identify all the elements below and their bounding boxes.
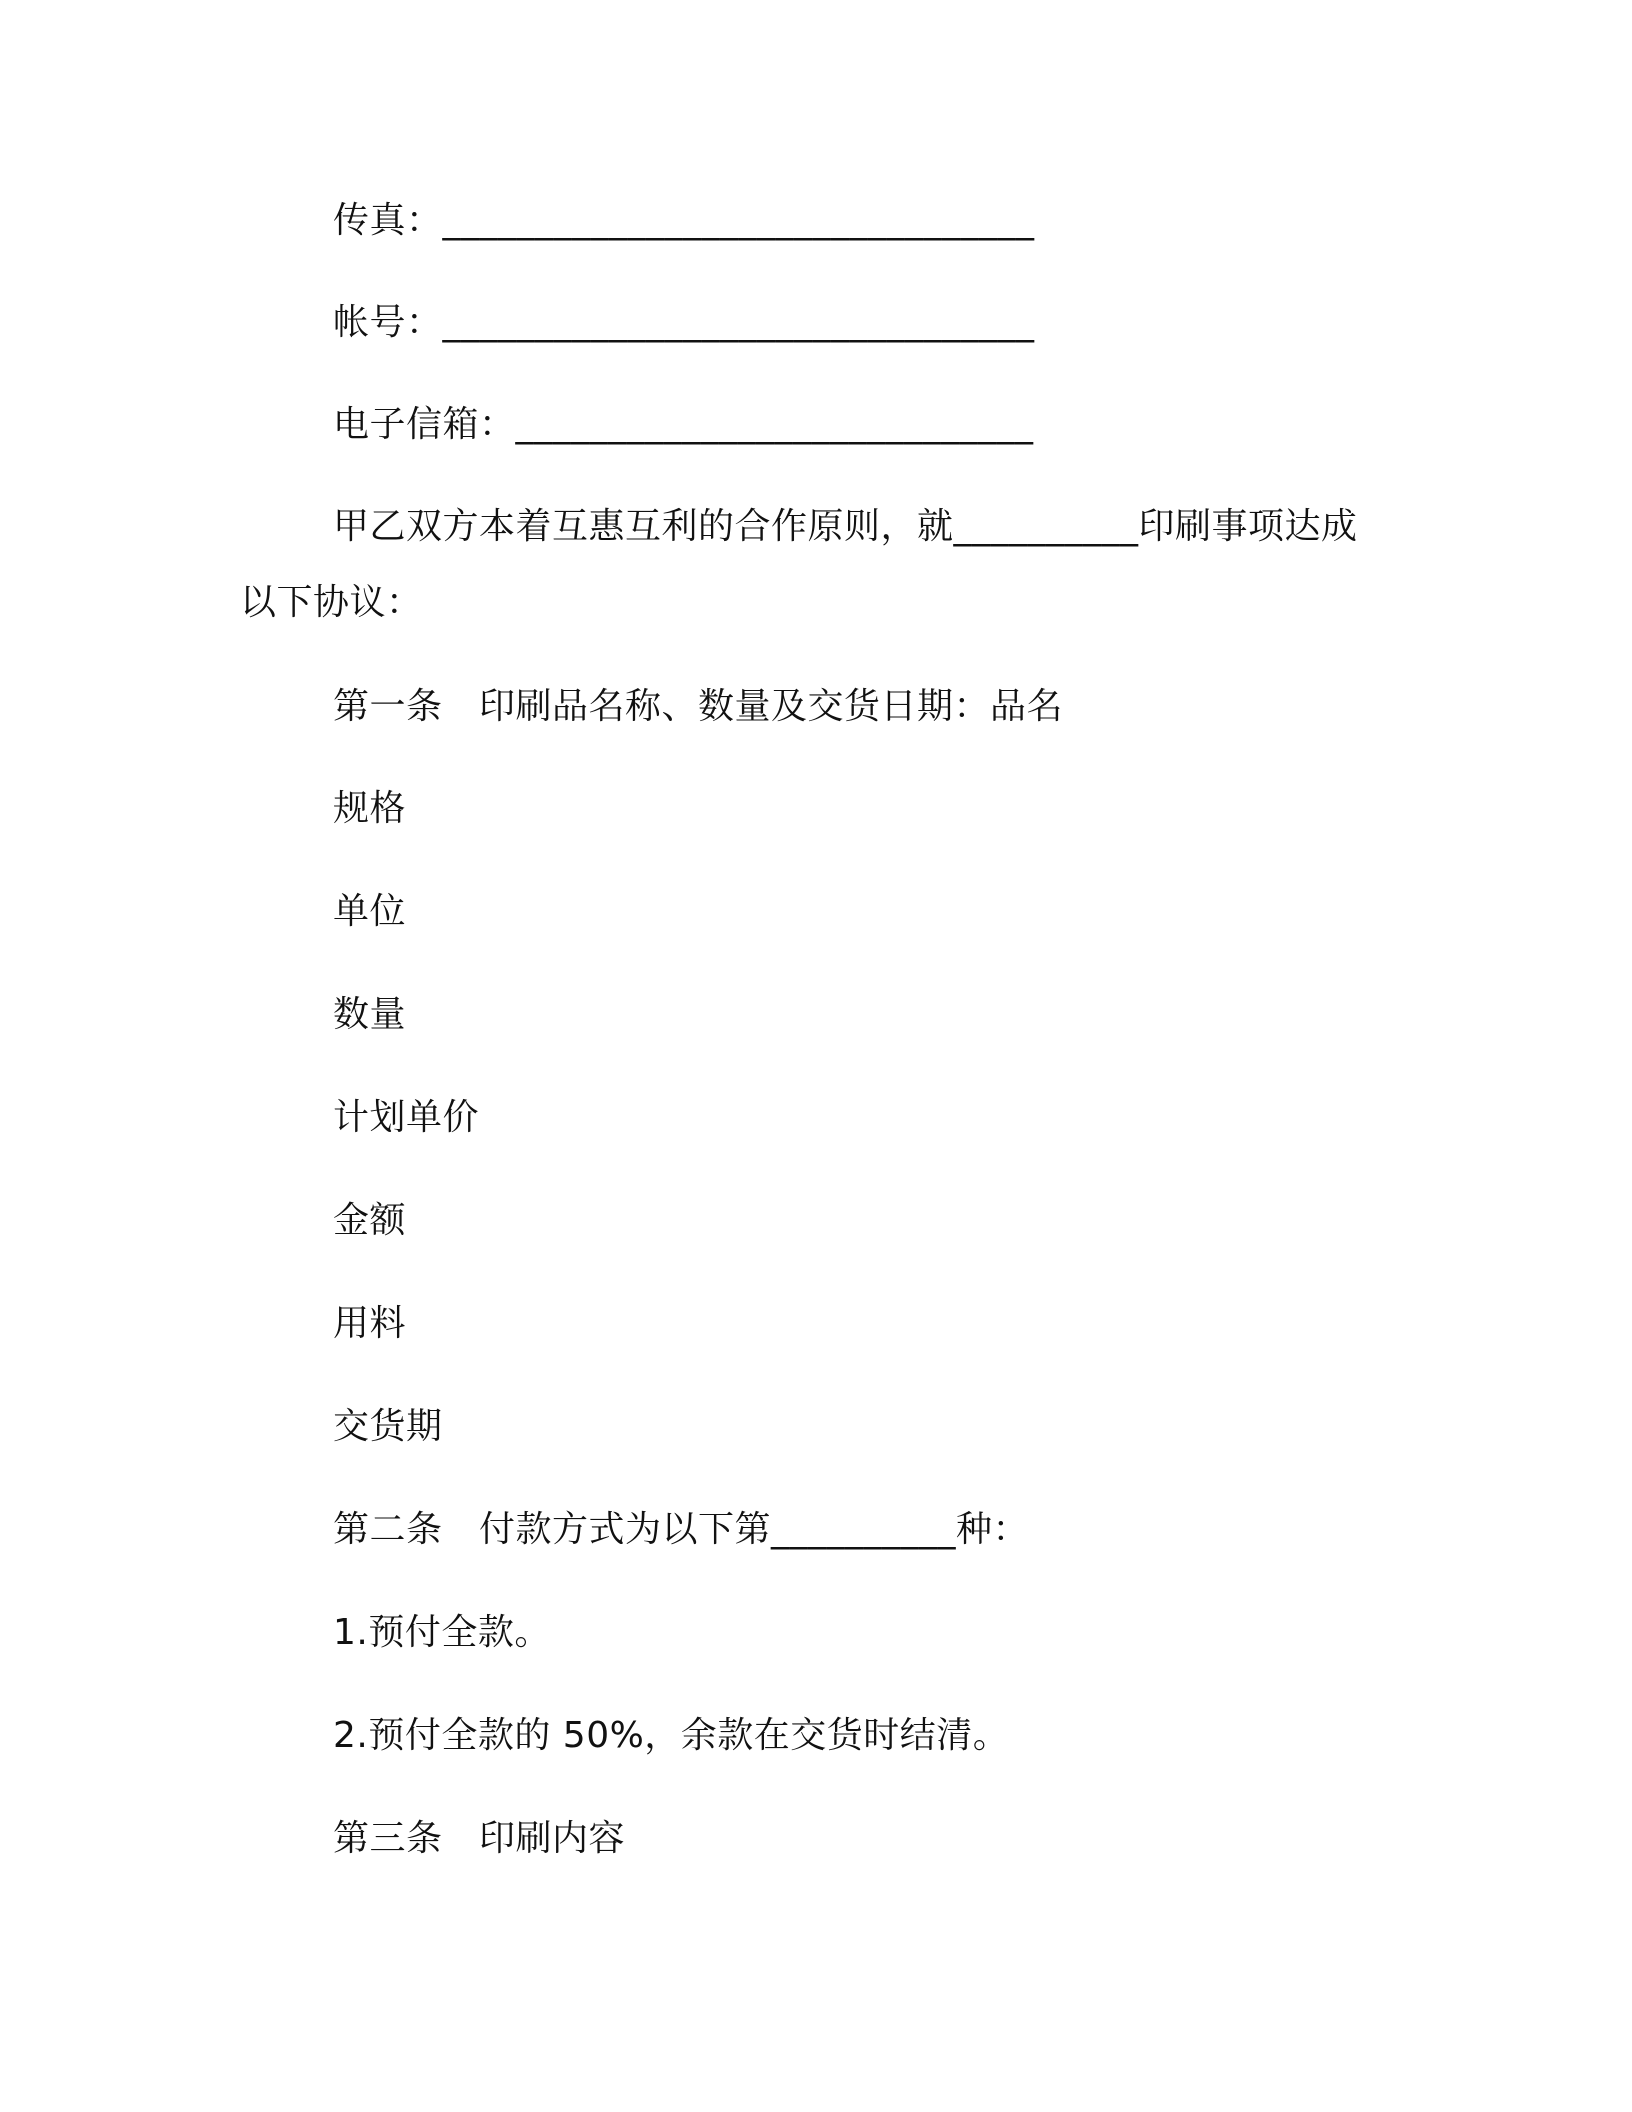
- delivery-period-item: 交货期: [333, 1406, 443, 1447]
- payment-option-1: 1.预付全款。: [333, 1612, 551, 1653]
- quantity-item: 数量: [333, 994, 407, 1035]
- agreement-intro-line-2: 以下协议：: [240, 582, 423, 623]
- article-one-heading: 第一条 印刷品名称、数量及交货日期：品名: [333, 686, 1064, 727]
- article-two-heading: 第二条 付款方式为以下第__________种：: [333, 1509, 1030, 1550]
- planned-unit-price-item: 计划单价: [333, 1097, 480, 1138]
- agreement-intro-line-1: 甲乙双方本着互惠互利的合作原则，就__________印刷事项达成: [333, 506, 1358, 547]
- email-field-line: 电子信箱：____________________________: [333, 404, 1034, 445]
- spec-item: 规格: [333, 788, 407, 829]
- amount-item: 金额: [333, 1200, 407, 1241]
- materials-item: 用料: [333, 1303, 407, 1344]
- account-field-line: 帐号：________________________________: [333, 302, 1035, 343]
- fax-field-line: 传真：________________________________: [333, 200, 1035, 241]
- article-three-heading: 第三条 印刷内容: [333, 1818, 626, 1859]
- payment-option-2: 2.预付全款的 50%，余款在交货时结清。: [333, 1715, 1010, 1756]
- unit-item: 单位: [333, 891, 407, 932]
